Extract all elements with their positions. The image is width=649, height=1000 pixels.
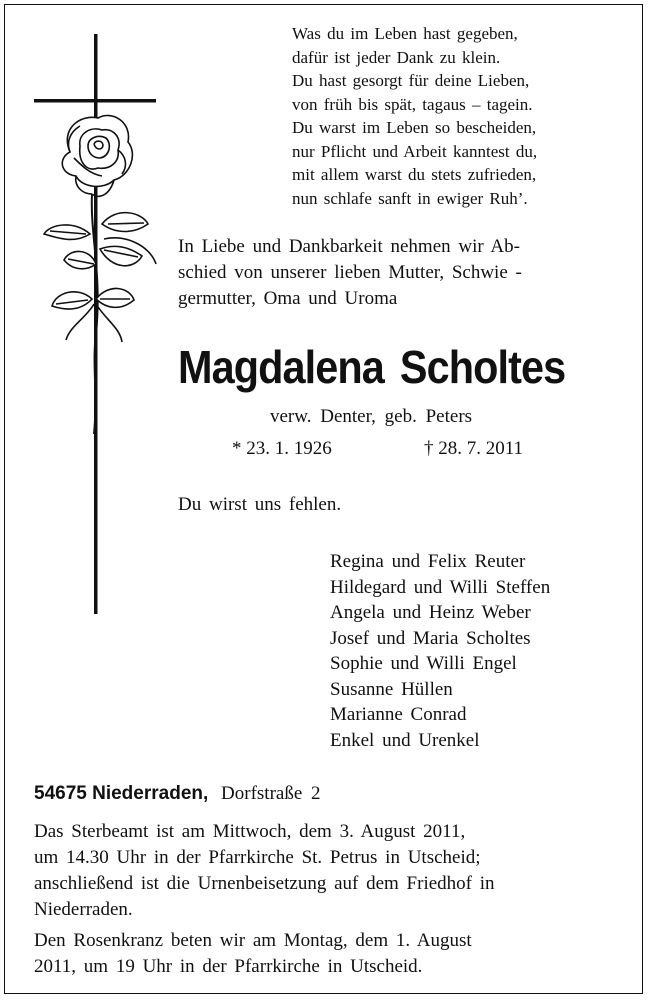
life-dates	[232, 438, 524, 460]
notice-line: Das Sterbeamt ist am Mittwoch, dem 3. August 2011,	[34, 821, 466, 842]
intro-line: In Liebe und Dankbarkeit nehmen wir Ab-	[178, 236, 520, 257]
notice-line: Den Rosenkranz beten wir am Montag, dem 1. August	[34, 930, 472, 951]
deceased-maiden-names: verw. Denter, geb. Peters	[270, 406, 473, 427]
mourner-entry: Josef und Maria Scholtes	[330, 627, 531, 649]
intro-line: germutter, Oma und Uroma	[178, 288, 398, 309]
mourner-entry: Marianne Conrad	[330, 704, 467, 725]
poem-line: nur Pflicht und Arbeit kanntest du,	[292, 141, 538, 161]
poem-line: von früh bis spät, tagaus – tagein.	[292, 94, 533, 114]
cross-with-rose-icon	[30, 34, 160, 619]
mourner-entry: Angela und Heinz Weber	[330, 602, 531, 623]
memorial-poem	[292, 22, 622, 210]
poem-line: nun schlafe sanft in ewiger Ruh’.	[292, 188, 528, 208]
deceased-name: Magdalena Scholtes	[178, 341, 566, 393]
farewell-intro	[178, 234, 618, 312]
poem-line: Du hast gesorgt für deine Lieben,	[292, 71, 530, 90]
rosary-notice	[34, 928, 614, 980]
mourner-entry: Sophie und Willi Engel	[330, 653, 517, 674]
mourner-entry: Enkel und Urenkel	[330, 729, 480, 751]
notice-line: anschließend ist die Urnenbeisetzung auf dem Friedhof in	[34, 873, 495, 894]
address-city: 54675 Niederraden,	[34, 783, 209, 804]
mourner-entry: Regina und Felix Reuter	[330, 551, 526, 572]
intro-line: schied von unserer lieben Mutter, Schwie -	[178, 262, 522, 283]
funeral-notice	[34, 819, 614, 923]
family-address	[34, 783, 321, 805]
mourner-entry: Hildegard und Willi Steffen	[330, 576, 551, 598]
death-date: † 28. 7. 2011	[424, 438, 524, 459]
poem-line: Du warst im Leben so bescheiden,	[292, 118, 537, 137]
birth-date: * 23. 1. 1926	[232, 438, 332, 459]
notice-line: 2011, um 19 Uhr in der Pfarrkirche in Utscheid.	[34, 956, 423, 977]
poem-line: dafür ist jeder Dank zu klein.	[292, 47, 501, 67]
address-street: Dorfstraße 2	[221, 783, 321, 804]
mourner-entry: Susanne Hüllen	[330, 678, 453, 700]
closing-line: Du wirst uns fehlen.	[178, 494, 342, 515]
poem-line: Was du im Leben hast gegeben,	[292, 24, 518, 43]
poem-line: mit allem warst du stets zufrieden,	[292, 165, 537, 184]
mourners-list	[330, 549, 550, 753]
notice-line: Niederraden.	[34, 899, 133, 920]
notice-line: um 14.30 Uhr in der Pfarrkirche St. Petrus in Utscheid;	[34, 847, 481, 868]
